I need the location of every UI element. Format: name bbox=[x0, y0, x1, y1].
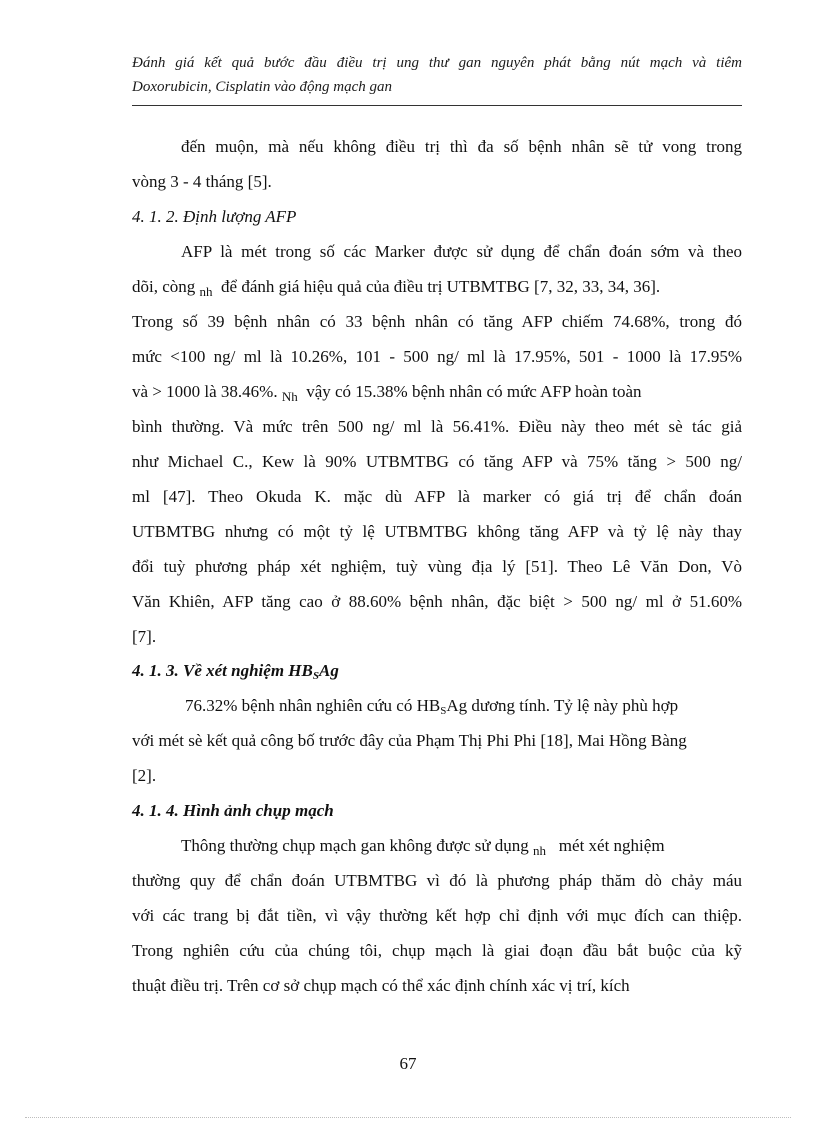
running-header-line-1: Đánh giá kết quả bước đầu điều trị ung thư gan nguyên phát bằng nút mạch và tiêm bbox=[132, 55, 742, 71]
text-fragment: nh bbox=[199, 284, 213, 299]
body-text: dõi, còng bbox=[132, 277, 196, 296]
section-heading-4-1-2: 4. 1. 2. Định lượng AFP bbox=[132, 207, 297, 226]
body-text: Thông thường chụp mạch gan không được sử dụng bbox=[181, 836, 529, 855]
body-line: thuật điều trị. Trên cơ sở chụp mạch có thể xác định chính xác vị trí, kích bbox=[132, 976, 630, 995]
body-text: vậy có 15.38% bệnh nhân có mức AFP hoàn toàn bbox=[306, 382, 642, 401]
page-number: 67 bbox=[399, 1054, 417, 1073]
page-bottom-divider bbox=[25, 1117, 791, 1118]
body-line: AFP là mét trong số các Marker được sử dụng để chẩn đoán sớm và theo bbox=[181, 242, 742, 261]
body-line: với mét sè kết quả công bố trước đây của Phạm Thị Phi Phi [18], Mai Hồng Bàng bbox=[132, 731, 687, 750]
body-line bbox=[132, 276, 660, 303]
body-line: đổi tuỳ phương pháp xét nghiệm, tuỳ vùng địa lý [51]. Theo Lê Văn Don, Vò bbox=[132, 557, 742, 576]
body-line: [7]. bbox=[132, 627, 157, 646]
body-line: như Michael C., Kew là 90% UTBMTBG có tăng AFP và 75% tăng > 500 ng/ bbox=[132, 452, 742, 471]
body-text: và > 1000 là 38.46%. bbox=[132, 382, 278, 401]
running-header bbox=[132, 51, 742, 106]
body-line bbox=[185, 695, 678, 722]
body-line bbox=[132, 381, 642, 408]
body-line: UTBMTBG nhưng có một tỷ lệ UTBMTBG không tăng AFP và tỷ lệ này thay bbox=[132, 522, 742, 541]
body-text: 76.32% bệnh nhân nghiên cứu có HB bbox=[185, 696, 441, 715]
text-fragment: Nh bbox=[281, 389, 298, 404]
body-line: đến muộn, mà nếu không điều trị thì đa số bệnh nhân sẽ tử vong trong bbox=[181, 137, 742, 156]
heading-text: Ag bbox=[319, 661, 339, 680]
body-line: Trong nghiên cứu của chúng tôi, chụp mạch là giai đoạn đầu bắt buộc của kỹ bbox=[132, 941, 742, 960]
body-line: vòng 3 - 4 tháng [5]. bbox=[132, 172, 272, 191]
section-heading-4-1-3 bbox=[132, 660, 339, 687]
body-text: mét xét nghiệm bbox=[558, 836, 665, 855]
subscript: S bbox=[312, 670, 319, 682]
heading-text: 4. 1. 3. Về xét nghiệm HB bbox=[132, 661, 313, 680]
body-line: [2]. bbox=[132, 766, 157, 785]
body-text: Ag dương tính. Tỷ lệ này phù hợp bbox=[446, 696, 679, 715]
section-heading-4-1-4: 4. 1. 4. Hình ảnh chụp mạch bbox=[132, 801, 334, 820]
body-line: mức <100 ng/ ml là 10.26%, 101 - 500 ng/ ml là 17.95%, 501 - 1000 là 17.95% bbox=[132, 347, 742, 366]
body-line: với các trang bị đắt tiền, vì vậy thường kết hợp chỉ định với mục đích can thiệp. bbox=[132, 906, 742, 925]
text-fragment: nh bbox=[533, 843, 547, 858]
running-header-line-2: Doxorubicin, Cisplatin vào động mạch gan bbox=[132, 79, 392, 95]
body-line: bình thường. Và mức trên 500 ng/ ml là 56.41%. Điều này theo mét sè tác giả bbox=[132, 417, 742, 436]
body-text: để đánh giá hiệu quả của điều trị UTBMTBG [7, 32, 33, 34, 36]. bbox=[221, 277, 661, 296]
subscript: S bbox=[440, 705, 447, 717]
body-line: thường quy để chẩn đoán UTBMTBG vì đó là phương pháp thăm dò chảy máu bbox=[132, 871, 742, 890]
body-line: Trong số 39 bệnh nhân có 33 bệnh nhân có tăng AFP chiếm 74.68%, trong đó bbox=[132, 312, 742, 331]
body-line: ml [47]. Theo Okuda K. mặc dù AFP là marker có giá trị để chẩn đoán bbox=[132, 487, 742, 506]
body-line bbox=[181, 835, 665, 862]
body-line: Văn Khiên, AFP tăng cao ở 88.60% bệnh nhân, đặc biệt > 500 ng/ ml ở 51.60% bbox=[132, 592, 742, 611]
